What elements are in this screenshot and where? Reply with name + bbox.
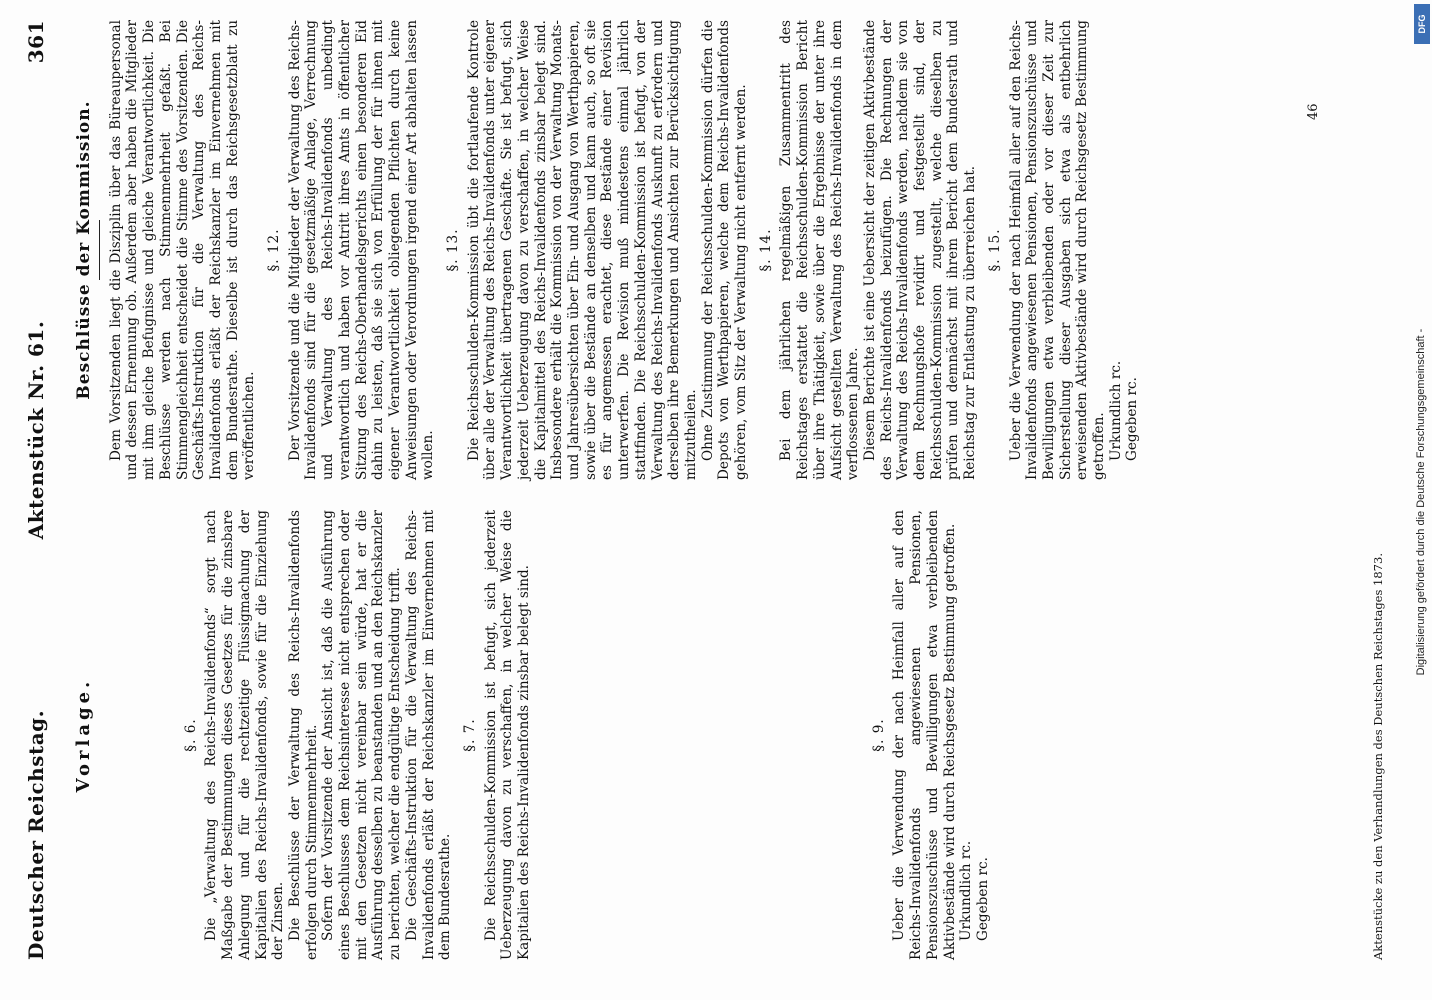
running-header-center: Aktenstück Nr. 61. — [24, 320, 48, 540]
section-14-paragraph-2: Diesem Berichte ist eine Uebersicht der zeitigen Aktivbestände des Reichs-Invalidenfonds beizufügen. Die Rechnungen der Verwaltung des Reichs-Invalidenfonds werden, nachdem sie von dem Rechnungshofe revidirt und festgestellt sind, der Reichsschulden-Kommission zugestellt, welche dieselben zu prüfen und demnächst mit ihrem Bericht dem Bundesrath und Reichstag zur Entlastung zu überreichen hat. — [861, 20, 979, 480]
section-13-paragraph-1: Die Reichsschulden-Kommission übt die fortlaufende Kontrole über alle der Verwaltung des Reichs-Invalidenfonds unter eigener Verantwortlichkeit übertragenen Geschäfte. Sie ist befugt, sich jederzeit Ueberzeugung davon zu verschaffen, in welcher Weise die Kapitalmittel des Reichs-Invalidenfonds zinsbar belegt sind. Insbesondere erhält die Kommission von der Verwaltung Monats- und Jahresübersichten über Ein- und Ausgang von Werthpapieren, sowie über die Bestände an denselben und kann auch, so oft sie es für angemessen erachtet, diese Bestände einer Revision unterwerfen. Die Revision muß mindestens einmal jährlich stattfinden. Die Reichsschulden-Kommission ist befugt, von der Verwaltung des Reichs-Invalidenfonds Auskunft zu erfordern und derselben ihre Bemerkungen und Ansichten zur Berücksichtigung mitzutheilen. — [465, 20, 699, 480]
rotated-document-page — [16, 0, 1416, 1000]
right-column-heading: Beschlüsse der Kommission. — [74, 100, 94, 400]
section-9-paragraph-1: Ueber die Verwendung der nach Heimfall aller auf den Reichs-Invalidenfonds angewiesenen Pensionen, Pensionszuschüsse und Bewilligungen etwa verbleibenden Aktivbestände wird durch Reichsgesetz Bestimmung getroffen. — [891, 510, 958, 960]
section-6-paragraph-1: Die „Verwaltung des Reichs-Invalidenfonds“ sorgt nach Maßgabe der Bestimmungen dieses Gesetzes für die zinsbare Anlegung und für die rechtzeitige Flüssigmachung der Kapitalien des Reichs-Invalidenfonds, sowie für die Einziehung der Zinsen. — [203, 510, 287, 960]
dfg-logo-text: DFG — [1417, 14, 1427, 34]
closing-gegeben-left: Gegeben rc. — [974, 857, 991, 941]
closing-urkundlich-left: Urkundlich rc. — [958, 840, 975, 941]
section-13-title: §. 13. — [445, 228, 462, 272]
running-header-left: Deutscher Reichstag. — [24, 709, 48, 960]
signature-mark: 46 — [1306, 103, 1321, 120]
section-6-paragraph-2: Die Beschlüsse der Verwaltung des Reichs-Invalidenfonds erfolgen durch Stimmenmehrheit. — [286, 510, 320, 960]
closing-gegeben-right: Gegeben rc. — [1124, 377, 1141, 461]
heading-rule — [99, 220, 100, 280]
section-15-paragraph-1: Ueber die Verwendung der nach Heimfall aller auf den Reichs-Invalidenfonds angewiesenen Pensionen, Pensionszuschüsse und Bewilligungen etwa verbleibenden oder vor dieser Zeit zur Sicherstellung dieser Ausgaben sich etwa als entbehrlich erweisenden Aktivbestände wird durch Reichsgesetz Bestimmung getroffen. — [1007, 20, 1108, 480]
section-7-title: §. 7. — [461, 718, 478, 752]
left-column-heading: Vorlage. — [73, 677, 94, 793]
section-6-paragraph-3: Sofern der Vorsitzende der Ansicht ist, daß die Ausführung eines Beschlusses dem Reichsinteresse nicht entsprechen oder mit den Gesetzen nicht vereinbar sein würde, hat er die Ausführung desselben zu beanstanden und an den Reichskanzler zu berichten, welcher die endgültige Entscheidung trifft. — [320, 510, 404, 960]
footer-source-line: Aktenstücke zu den Verhandlungen des Deutschen Reichstages 1873. — [1371, 553, 1385, 960]
section-14-title: §. 14. — [757, 228, 774, 272]
section-12-title: §. 12. — [266, 228, 283, 272]
left-column — [73, 510, 992, 960]
section-9-title: §. 9. — [870, 718, 887, 752]
right-column — [76, 20, 1141, 480]
section-7-paragraph-1: Die Reichsschulden-Kommission ist befugt, sich jederzeit Ueberzeugung davon zu verschaffen, in welcher Weise die Kapitalien des Reichs-Invalidenfonds zinsbar belegt sind. — [482, 510, 533, 960]
section-12-paragraph-1: Der Vorsitzende und die Mitglieder der Verwaltung des Reichs-Invalidenfonds sind für die gesetzmäßige Anlage, Verrechnung und Verwaltung des Reichs-Invalidenfonds unbedingt verantwortlich und haben vor Antritt ihres Amts in öffentlicher Sitzung des Reichs-Oberhandelsgerichts einen besonderen Eid dahin zu leisten, daß sie sich von Erfüllung der für ihnen mit eigener Verantwortlichkeit obliegenden Pflichten durch keine Anweisungen oder Verordnungen irgend einer Art abhalten lassen wollen. — [286, 20, 437, 480]
section-14-paragraph-1: Bei dem jährlichen regelmäßigen Zusammentritt des Reichstages erstattet die Reichsschulden-Kommission Bericht über ihre Thätigkeit, sowie über die Ergebnisse der unter ihre Aufsicht gestellten Verwaltung des Reichs-Invalidenfonds in dem verflossenen Jahre. — [778, 20, 862, 480]
section-13-paragraph-2: Ohne Zustimmung der Reichsschulden-Kommission dürfen die Depots von Werthpapieren, welche dem Reichs-Invalidenfonds gehören, vom Sitz der Verwaltung nicht entfernt werden. — [699, 20, 750, 480]
section-15-title: §. 15. — [986, 228, 1003, 272]
section-6-paragraph-4: Die Geschäfts-Instruktion für die Verwaltung des Reichs-Invalidenfonds erläßt der Reichskanzler im Einvernehmen mit dem Bundesrathe. — [403, 510, 454, 960]
dfg-logo-badge — [1414, 4, 1430, 44]
intro-paragraph: Dem Vorsitzenden liegt die Disziplin über das Büreaupersonal und dessen Ernennung ob. Außerdem aber haben die Mitglieder mit ihm gleiche Befugnisse und gleiche Verantwortlichkeit. Die Beschlüsse werden nach Stimmenmehrheit gefaßt. Bei Stimmengleichheit entscheidet die Stimme des Vorsitzenden. Die Geschäfts-Instruktion für die Verwaltung des Reichs-Invalidenfonds erläßt der Reichskanzler im Einvernehmen mit dem Bundesrathe. Dieselbe ist durch das Reichsgesetzblatt zu veröffentlichen. — [107, 20, 258, 480]
closing-urkundlich-right: Urkundlich rc. — [1107, 360, 1124, 461]
watermark-text: Digitalisierung gefördert durch die Deutsche Forschungsgemeinschaft - — [1415, 328, 1427, 676]
page-number: 361 — [24, 20, 48, 64]
section-6-title: §. 6. — [182, 718, 199, 752]
